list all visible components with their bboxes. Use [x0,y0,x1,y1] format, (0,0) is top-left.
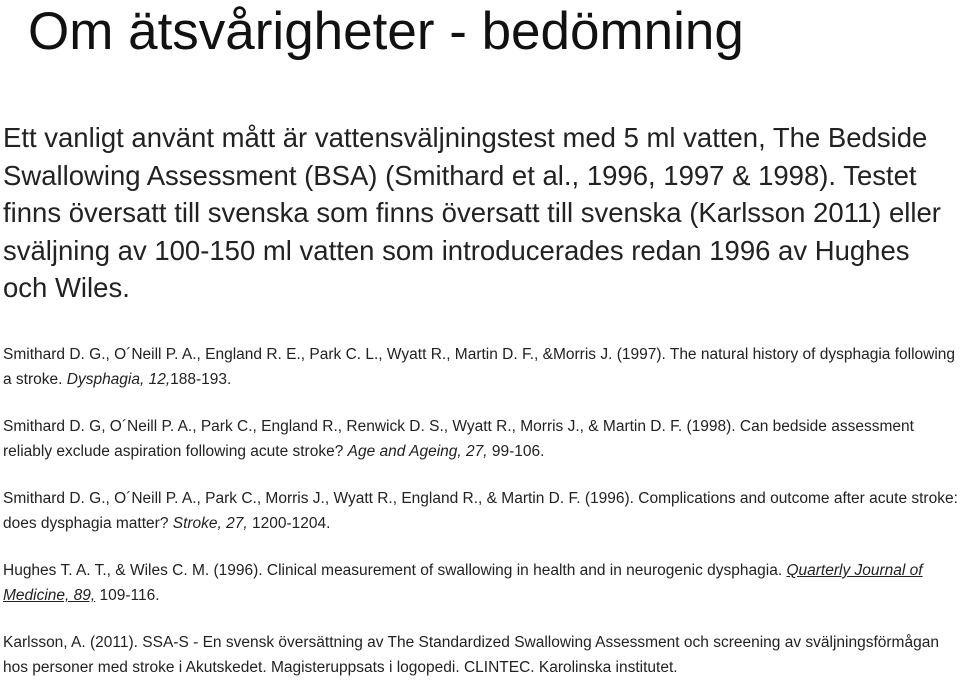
reference-journal: Stroke, 27, [172,515,248,532]
reference-pages: 188-193. [170,371,232,388]
reference-text: Smithard D. G, O´Neill P. A., Park C., England R., Renwick D. S., Wyatt R., Morris J., & Martin D. F. (1998). Can bedside assessment reliably exclude aspiration following acute stroke? [3,418,914,460]
reference-journal: Dysphagia, 12, [66,371,171,388]
reference-journal: Age and Ageing, 27, [347,443,488,460]
intro-paragraph: Ett vanligt använt mått är vattensväljningstest med 5 ml vatten, The Bedside Swallowing Assessment (BSA) (Smithard et al., 1996, 1997 & 1998). Testet finns översatt till svenska som finns översatt till svenska (Karlsson 2011) eller sväljning av 100-150 ml vatten som introducerades redan 1996 av Hughes och Wiles. [3,122,941,303]
reference-pages: 109-116. [95,587,160,604]
reference-text: Smithard D. G., O´Neill P. A., Park C., Morris J., Wyatt R., England R., & Martin D. F. (1996). Complications and outcome after acute stroke: does dysphagia matter? [3,490,958,532]
reference-journal: Quarterly Journal of Medicine, 89, [3,562,923,604]
reference-text: Hughes T. A. T., & Wiles C. M. (1996). Clinical measurement of swallowing in health and in neurogenic dysphagia. [3,562,787,579]
reference-text: Karlsson, A. (2011). SSA-S - En svensk översättning av The Standardized Swallowing Assessment och screening av sväljningsförmågan hos personer med stroke i Akutskedet. Magisteruppsats i logopedi. CLINTEC. Karolinska institutet. [3,634,939,676]
reference-item [3,342,958,392]
reference-list [3,342,958,680]
page-title: Om ätsvårigheter - bedömning [28,2,744,61]
reference-item [3,630,958,680]
reference-item [3,414,958,464]
reference-pages: 99-106. [487,443,545,460]
reference-pages: 1200-1204. [247,515,331,532]
reference-text: Smithard D. G., O´Neill P. A., England R. E., Park C. L., Wyatt R., Martin D. F., &Morris J. (1997). The natural history of dysphagia following a stroke. [3,346,956,388]
reference-item [3,486,958,536]
reference-item [3,558,958,608]
